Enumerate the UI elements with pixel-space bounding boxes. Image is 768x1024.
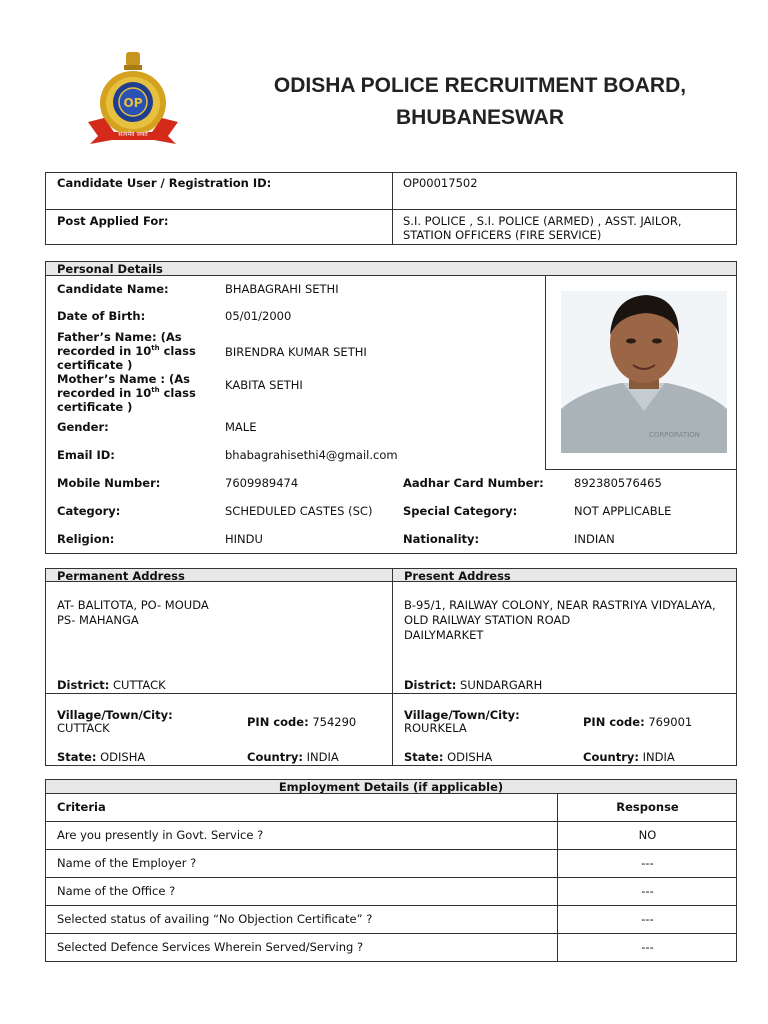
table-row-criteria: Selected Defence Services Wherein Served/Serving ?	[57, 940, 364, 954]
response-column-header: Response	[616, 800, 679, 814]
post-applied-label: Post Applied For:	[57, 214, 169, 228]
present-village-value: ROURKELA	[404, 721, 467, 735]
mother-name-label-line2: recorded in 10th class	[57, 386, 196, 400]
table-row-response: ---	[641, 940, 654, 954]
email-value: bhabagrahisethi4@gmail.com	[225, 448, 398, 462]
gender-value: MALE	[225, 420, 257, 434]
candidate-name-label: Candidate Name:	[57, 282, 169, 296]
mother-name-label-line3: certificate )	[57, 400, 133, 414]
aadhar-value: 892380576465	[574, 476, 662, 490]
present-state: State: ODISHA	[404, 750, 493, 764]
registration-id-value: OP00017502	[403, 176, 478, 190]
post-applied-value-line2: STATION OFFICERS (FIRE SERVICE)	[403, 228, 602, 242]
table-row-criteria: Are you presently in Govt. Service ?	[57, 828, 264, 842]
present-country: Country: INDIA	[583, 750, 675, 764]
permanent-village-value: CUTTACK	[57, 721, 110, 735]
mobile-label: Mobile Number:	[57, 476, 161, 490]
dob-label: Date of Birth:	[57, 309, 146, 323]
religion-label: Religion:	[57, 532, 115, 546]
candidate-photo	[561, 291, 727, 453]
father-name-value: BIRENDRA KUMAR SETHI	[225, 345, 367, 359]
permanent-village-label: Village/Town/City:	[57, 708, 173, 722]
permanent-address-line2: PS- MAHANGA	[57, 613, 139, 627]
table-row-criteria: Name of the Office ?	[57, 884, 176, 898]
permanent-country: Country: INDIA	[247, 750, 339, 764]
page-title-line1: ODISHA POLICE RECRUITMENT BOARD,	[273, 74, 687, 97]
present-address-line1: B-95/1, RAILWAY COLONY, NEAR RASTRIYA VIDYALAYA,	[404, 598, 716, 612]
table-row-criteria: Selected status of availing “No Objection Certificate” ?	[57, 912, 373, 926]
personal-details-heading: Personal Details	[46, 262, 736, 275]
religion-value: HINDU	[225, 532, 263, 546]
father-name-label-line2: recorded in 10th class	[57, 344, 196, 358]
criteria-column-header: Criteria	[57, 800, 106, 814]
special-category-label: Special Category:	[403, 504, 518, 518]
mobile-value: 7609989474	[225, 476, 299, 490]
father-name-label-line1: Father’s Name: (As	[57, 330, 182, 344]
table-row-response: ---	[641, 856, 654, 870]
logo-banner-text: सत्यमेव जयते	[118, 131, 148, 138]
present-address-line2: OLD RAILWAY STATION ROAD	[404, 613, 571, 627]
odisha-police-logo	[84, 48, 182, 148]
present-address-heading: Present Address	[393, 569, 736, 581]
table-row-response: NO	[638, 828, 657, 842]
present-address-line3: DAILYMARKET	[404, 628, 484, 642]
permanent-state: State: ODISHA	[57, 750, 146, 764]
photo-shirt-text: CORPORATION	[649, 431, 700, 439]
table-row-response: ---	[641, 912, 654, 926]
dob-value: 05/01/2000	[225, 309, 292, 323]
father-name-label-line3: certificate )	[57, 358, 133, 372]
present-pin: PIN code: 769001	[583, 715, 693, 729]
table-row-response: ---	[641, 884, 654, 898]
permanent-pin: PIN code: 754290	[247, 715, 357, 729]
candidate-name-value: BHABAGRAHI SETHI	[225, 282, 339, 296]
mother-name-value: KABITA SETHI	[225, 378, 303, 392]
present-district: District: SUNDARGARH	[404, 678, 543, 692]
permanent-address-heading: Permanent Address	[46, 569, 392, 581]
permanent-district: District: CUTTACK	[57, 678, 166, 692]
page-title-line2: BHUBANESWAR	[396, 106, 564, 129]
nationality-value: INDIAN	[574, 532, 615, 546]
svg-text:OP: OP	[123, 96, 143, 110]
category-label: Category:	[57, 504, 121, 518]
table-row-criteria: Name of the Employer ?	[57, 856, 197, 870]
gender-label: Gender:	[57, 420, 109, 434]
aadhar-label: Aadhar Card Number:	[403, 476, 544, 490]
special-category-value: NOT APPLICABLE	[574, 504, 672, 518]
category-value: SCHEDULED CASTES (SC)	[225, 504, 373, 518]
post-applied-value-line1: S.I. POLICE , S.I. POLICE (ARMED) , ASST. JAILOR,	[403, 214, 682, 228]
nationality-label: Nationality:	[403, 532, 480, 546]
registration-id-label: Candidate User / Registration ID:	[57, 176, 272, 190]
mother-name-label-line1: Mother’s Name : (As	[57, 372, 190, 386]
email-label: Email ID:	[57, 448, 115, 462]
permanent-address-line1: AT- BALITOTA, PO- MOUDA	[57, 598, 209, 612]
present-village-label: Village/Town/City:	[404, 708, 520, 722]
employment-heading: Employment Details (if applicable)	[46, 780, 736, 793]
